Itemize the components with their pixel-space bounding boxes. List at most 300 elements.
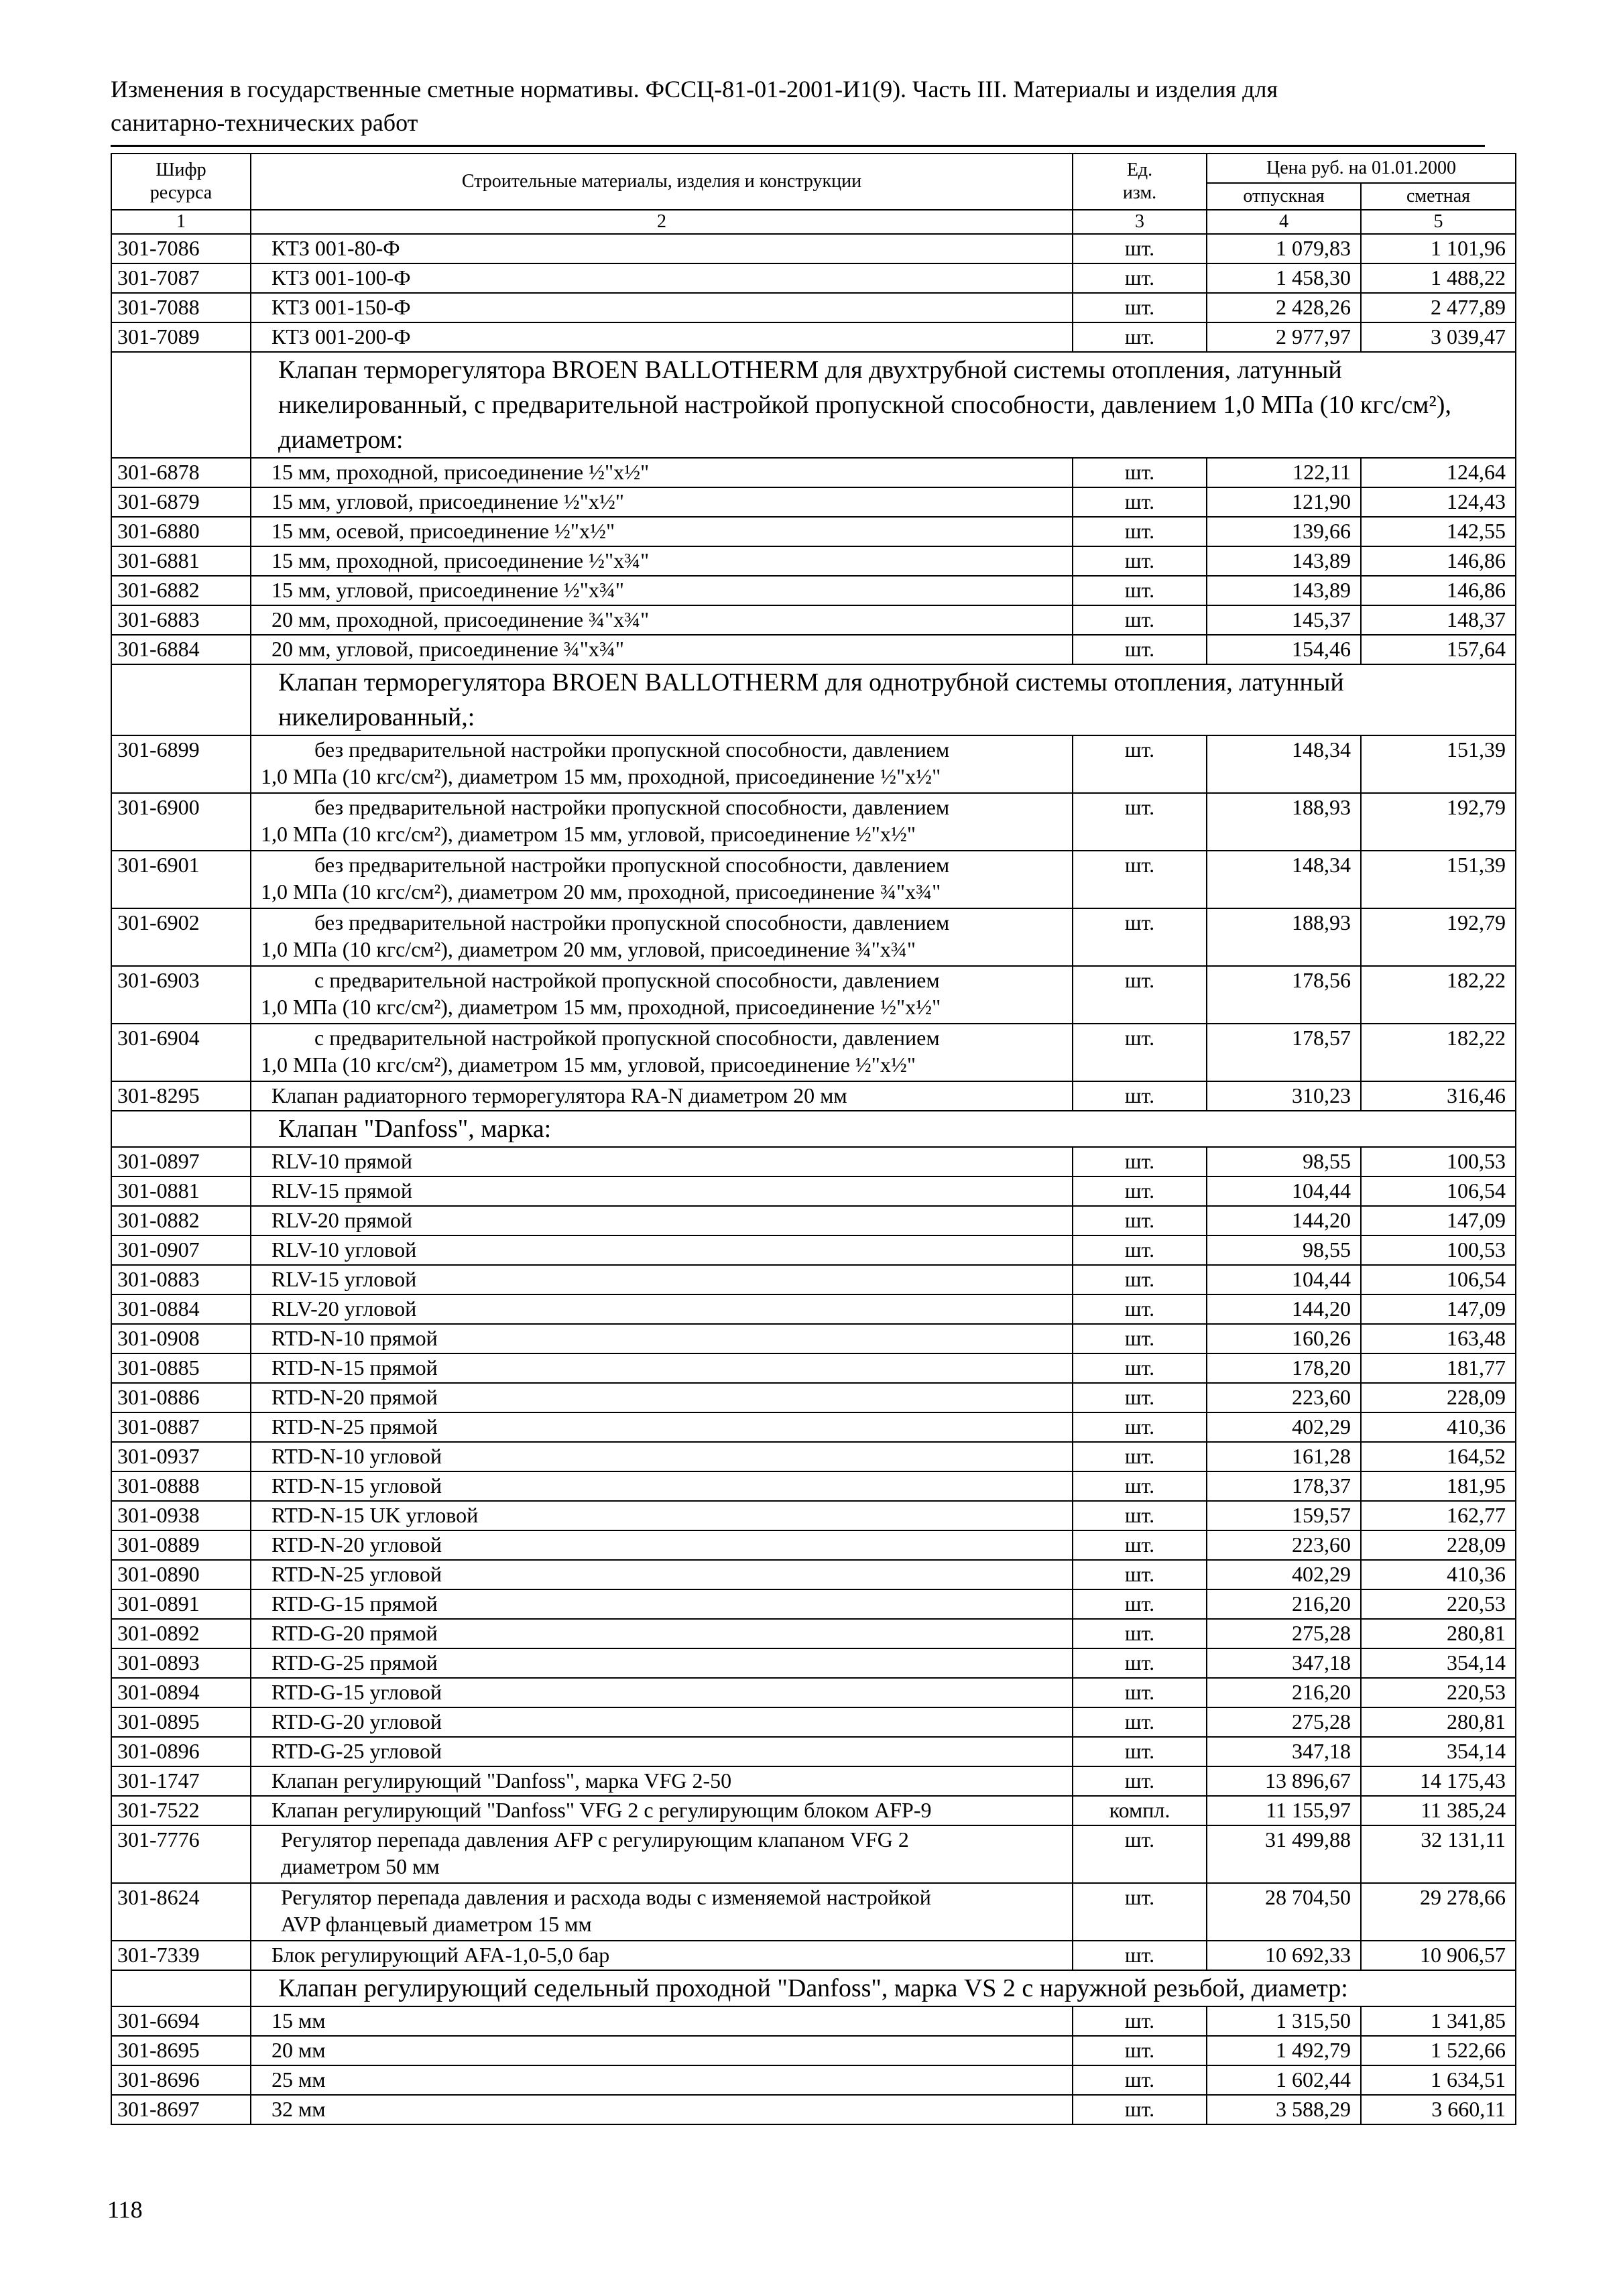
resource-code: 301-0886 [111,1383,251,1412]
item-name: 20 мм, угловой, присоединение ¾"х¾" [251,635,1073,664]
resource-code: 301-7086 [111,234,251,263]
resource-code: 301-8695 [111,2036,251,2065]
table-row [111,234,1516,263]
item-name-line-2: AVP фланцевый диаметром 15 мм [281,1912,592,1936]
table-row [111,1147,1516,1176]
release-price: 13 896,67 [1207,1766,1361,1796]
release-price: 310,23 [1207,1081,1361,1111]
item-name: RTD-G-25 угловой [251,1737,1073,1766]
release-price: 1 315,50 [1207,2006,1361,2036]
estimate-price: 1 101,96 [1361,234,1516,263]
item-name [251,735,1073,793]
item-name-line-2: диаметром 50 мм [281,1854,440,1878]
estimate-price: 1 522,66 [1361,2036,1516,2065]
unit: шт. [1073,1530,1207,1560]
item-name-line-2: 1,0 МПа (10 кгс/см²), диаметром 15 мм, угловой, присоединение ½"х½" [261,822,916,846]
estimate-price: 147,09 [1361,1206,1516,1235]
estimate-price: 354,14 [1361,1737,1516,1766]
item-name: RLV-10 угловой [251,1235,1073,1265]
item-name: КТЗ 001-100-Ф [251,263,1073,293]
release-price: 2 428,26 [1207,293,1361,322]
item-name: 15 мм [251,2006,1073,2036]
estimate-price: 410,36 [1361,1560,1516,1589]
item-name: RTD-N-15 UK угловой [251,1501,1073,1530]
release-price: 160,26 [1207,1324,1361,1353]
estimate-price: 181,95 [1361,1471,1516,1501]
item-name-line-2: 1,0 МПа (10 кгс/см²), диаметром 15 мм, проходной, присоединение ½"х½" [261,995,941,1019]
unit: шт. [1073,2006,1207,2036]
item-name: Клапан регулирующий "Danfoss" VFG 2 с регулирующим блоком AFP-9 [251,1796,1073,1825]
release-price: 3 588,29 [1207,2095,1361,2124]
release-price: 145,37 [1207,605,1361,635]
estimate-price: 151,39 [1361,735,1516,793]
item-name-line-1: без предварительной настройки пропускной способности, давлением [314,910,950,934]
item-name: RTD-G-15 прямой [251,1589,1073,1619]
estimate-price: 316,46 [1361,1081,1516,1111]
unit: шт. [1073,517,1207,546]
unit: шт. [1073,793,1207,851]
table-row [111,293,1516,322]
item-name: RTD-G-20 угловой [251,1707,1073,1737]
item-name: RLV-15 прямой [251,1176,1073,1206]
estimate-price: 192,79 [1361,908,1516,966]
resource-code-empty [111,1111,251,1147]
resource-code: 301-0895 [111,1707,251,1737]
table-row [111,1206,1516,1235]
item-name: КТЗ 001-150-Ф [251,293,1073,322]
item-name: 15 мм, осевой, присоединение ½"х½" [251,517,1073,546]
item-name: 15 мм, проходной, присоединение ½"х½" [251,458,1073,487]
unit: шт. [1073,1941,1207,1970]
resource-code: 301-7339 [111,1941,251,1970]
resource-code: 301-0892 [111,1619,251,1648]
unit: шт. [1073,1081,1207,1111]
resource-code: 301-6879 [111,487,251,517]
release-price: 275,28 [1207,1619,1361,1648]
resource-code: 301-0882 [111,1206,251,1235]
unit: компл. [1073,1796,1207,1825]
group-heading-row [111,1111,1516,1147]
header-description-cell: Строительные материалы, изделия и конструкции [251,154,1073,210]
release-price: 178,56 [1207,966,1361,1024]
resource-code: 301-6902 [111,908,251,966]
resource-code: 301-6694 [111,2006,251,2036]
estimate-price: 11 385,24 [1361,1796,1516,1825]
table-row [111,2006,1516,2036]
table-row [111,487,1516,517]
table-row [111,1471,1516,1501]
estimate-price: 1 634,51 [1361,2065,1516,2095]
item-name: RTD-N-10 угловой [251,1442,1073,1471]
estimate-price: 3 660,11 [1361,2095,1516,2124]
resource-code: 301-1747 [111,1766,251,1796]
table-row [111,322,1516,352]
unit: шт. [1073,2095,1207,2124]
estimate-price: 100,53 [1361,1235,1516,1265]
table-row [111,1560,1516,1589]
column-number: 2 [251,210,1073,234]
item-name: 32 мм [251,2095,1073,2124]
unit: шт. [1073,293,1207,322]
table-row [111,735,1516,793]
release-price: 1 602,44 [1207,2065,1361,2095]
table-row [111,1324,1516,1353]
item-name: КТЗ 001-80-Ф [251,234,1073,263]
estimate-price: 124,43 [1361,487,1516,517]
release-price: 2 977,97 [1207,322,1361,352]
unit: шт. [1073,322,1207,352]
table-row [111,458,1516,487]
release-price: 1 458,30 [1207,263,1361,293]
release-price: 216,20 [1207,1678,1361,1707]
item-name: 20 мм [251,2036,1073,2065]
release-price: 347,18 [1207,1737,1361,1766]
resource-code: 301-0881 [111,1176,251,1206]
table-row [111,546,1516,576]
column-number: 1 [111,210,251,234]
resource-code: 301-0907 [111,1235,251,1265]
release-price: 178,57 [1207,1024,1361,1081]
item-name-line-1: Регулятор перепада давления и расхода воды с изменяемой настройкой [281,1885,931,1909]
release-price: 223,60 [1207,1530,1361,1560]
release-price: 1 079,83 [1207,234,1361,263]
table-row [111,1383,1516,1412]
estimate-price: 124,64 [1361,458,1516,487]
item-name-line-2: 1,0 МПа (10 кгс/см²), диаметром 15 мм, проходной, присоединение ½"х½" [261,764,941,788]
group-heading: Клапан регулирующий седельный проходной "Danfoss", марка VS 2 с наружной резьбой, диаметр: [251,1970,1516,2006]
item-name [251,908,1073,966]
unit: шт. [1073,908,1207,966]
release-price: 148,34 [1207,851,1361,908]
table-row [111,1265,1516,1294]
estimate-price: 29 278,66 [1361,1883,1516,1941]
resource-code: 301-7088 [111,293,251,322]
release-price: 144,20 [1207,1294,1361,1324]
table-row [111,2036,1516,2065]
estimate-price: 192,79 [1361,793,1516,851]
table-row [111,1825,1516,1883]
resource-code: 301-6880 [111,517,251,546]
resource-code: 301-6884 [111,635,251,664]
table-row [111,1883,1516,1941]
release-price: 28 704,50 [1207,1883,1361,1941]
release-price: 148,34 [1207,735,1361,793]
resource-code-empty [111,1970,251,2006]
estimate-price: 106,54 [1361,1265,1516,1294]
header-unit-cell: Ед. изм. [1073,154,1207,210]
unit: шт. [1073,487,1207,517]
item-name: RLV-15 угловой [251,1265,1073,1294]
item-name: RTD-N-25 прямой [251,1412,1073,1442]
item-name: RTD-N-20 прямой [251,1383,1073,1412]
release-price: 161,28 [1207,1442,1361,1471]
unit: шт. [1073,1707,1207,1737]
table-row [111,1619,1516,1648]
item-name: 20 мм, проходной, присоединение ¾"х¾" [251,605,1073,635]
item-name: RTD-N-10 прямой [251,1324,1073,1353]
unit: шт. [1073,1294,1207,1324]
table-row [111,1737,1516,1766]
item-name: RLV-10 прямой [251,1147,1073,1176]
resource-code: 301-6883 [111,605,251,635]
resource-code: 301-6900 [111,793,251,851]
group-heading-row [111,664,1516,735]
estimate-price: 147,09 [1361,1294,1516,1324]
estimate-price: 142,55 [1361,517,1516,546]
resource-code: 301-6904 [111,1024,251,1081]
item-name: RTD-N-15 прямой [251,1353,1073,1383]
header-code-cell: Шифр ресурса [111,154,251,210]
group-heading-row [111,1970,1516,2006]
resource-code: 301-6899 [111,735,251,793]
unit: шт. [1073,605,1207,635]
resource-code: 301-0884 [111,1294,251,1324]
resource-code: 301-6881 [111,546,251,576]
unit: шт. [1073,1206,1207,1235]
item-name-line-1: без предварительной настройки пропускной способности, давлением [314,853,950,877]
item-name: КТЗ 001-200-Ф [251,322,1073,352]
unit: шт. [1073,1678,1207,1707]
unit: шт. [1073,1589,1207,1619]
unit: шт. [1073,1501,1207,1530]
table-row [111,1501,1516,1530]
unit: шт. [1073,1024,1207,1081]
estimate-price: 220,53 [1361,1589,1516,1619]
item-name-line-2: 1,0 МПа (10 кгс/см²), диаметром 20 мм, угловой, присоединение ¾"х¾" [261,937,916,961]
resource-code-empty [111,352,251,458]
unit: шт. [1073,1560,1207,1589]
item-name [251,1024,1073,1081]
resource-code: 301-0891 [111,1589,251,1619]
resource-code: 301-8624 [111,1883,251,1941]
item-name-line-1: без предварительной настройки пропускной способности, давлением [314,737,950,762]
unit: шт. [1073,263,1207,293]
table-header-row [111,154,1516,183]
table-row [111,1648,1516,1678]
unit: шт. [1073,1883,1207,1941]
table-row [111,2095,1516,2124]
estimate-price: 228,09 [1361,1530,1516,1560]
estimate-price: 182,22 [1361,1024,1516,1081]
item-name-line-2: 1,0 МПа (10 кгс/см²), диаметром 20 мм, проходной, присоединение ¾"х¾" [261,880,941,904]
release-price: 98,55 [1207,1147,1361,1176]
resource-code: 301-0885 [111,1353,251,1383]
table-row [111,1941,1516,1970]
unit: шт. [1073,1737,1207,1766]
unit: шт. [1073,635,1207,664]
item-name-line-1: Регулятор перепада давления AFP с регулирующим клапаном VFG 2 [281,1827,909,1852]
item-name [251,966,1073,1024]
resource-code: 301-0937 [111,1442,251,1471]
unit: шт. [1073,234,1207,263]
header-price-title-cell: Цена руб. на 01.01.2000 [1207,154,1516,183]
release-price: 143,89 [1207,576,1361,605]
item-name: RLV-20 угловой [251,1294,1073,1324]
header-release-price-cell: отпускная [1207,183,1361,210]
table-row [111,576,1516,605]
price-table [111,153,1516,2125]
resource-code: 301-0896 [111,1737,251,1766]
estimate-price: 162,77 [1361,1501,1516,1530]
header-line-2: санитарно-технических работ [111,109,418,136]
unit: шт. [1073,1412,1207,1442]
unit: шт. [1073,1766,1207,1796]
item-name: Клапан радиаторного терморегулятора RA-N диаметром 20 мм [251,1081,1073,1111]
table-row [111,1024,1516,1081]
item-name-line-1: с предварительной настройкой пропускной способности, давлением [314,1026,940,1050]
release-price: 402,29 [1207,1412,1361,1442]
resource-code: 301-6882 [111,576,251,605]
unit: шт. [1073,458,1207,487]
release-price: 154,46 [1207,635,1361,664]
page-number: 118 [107,2196,143,2223]
item-name [251,1825,1073,1883]
group-heading: Клапан терморегулятора BROEN BALLOTHERM для однотрубной системы отопления, латунный никелированный,: [251,664,1516,735]
release-price: 139,66 [1207,517,1361,546]
release-price: 188,93 [1207,908,1361,966]
header-estimate-price-cell: сметная [1361,183,1516,210]
table-row [111,1235,1516,1265]
unit: шт. [1073,1353,1207,1383]
resource-code: 301-0897 [111,1147,251,1176]
resource-code: 301-0890 [111,1560,251,1589]
table-row [111,1412,1516,1442]
resource-code: 301-0883 [111,1265,251,1294]
unit: шт. [1073,1235,1207,1265]
unit: шт. [1073,2065,1207,2095]
item-name-line-1: с предварительной настройкой пропускной способности, давлением [314,968,940,992]
resource-code: 301-6903 [111,966,251,1024]
resource-code-empty [111,664,251,735]
item-name: 15 мм, угловой, присоединение ½"х½" [251,487,1073,517]
table-row [111,1796,1516,1825]
item-name: RTD-G-25 прямой [251,1648,1073,1678]
unit: шт. [1073,851,1207,908]
estimate-price: 10 906,57 [1361,1941,1516,1970]
item-name [251,851,1073,908]
release-price: 31 499,88 [1207,1825,1361,1883]
estimate-price: 146,86 [1361,576,1516,605]
resource-code: 301-7087 [111,263,251,293]
estimate-price: 3 039,47 [1361,322,1516,352]
item-name: RTD-N-25 угловой [251,1560,1073,1589]
column-number: 5 [1361,210,1516,234]
item-name: RLV-20 прямой [251,1206,1073,1235]
resource-code: 301-0908 [111,1324,251,1353]
unit: шт. [1073,1147,1207,1176]
estimate-price: 228,09 [1361,1383,1516,1412]
group-heading-row [111,352,1516,458]
unit: шт. [1073,1619,1207,1648]
item-name [251,1883,1073,1941]
release-price: 11 155,97 [1207,1796,1361,1825]
header-line-1: Изменения в государственные сметные нормативы. ФССЦ-81-01-2001-И1(9). Часть III. Материалы и изделия для [111,76,1278,103]
item-name: RTD-G-15 угловой [251,1678,1073,1707]
release-price: 188,93 [1207,793,1361,851]
table-row [111,851,1516,908]
item-name: RTD-G-20 прямой [251,1619,1073,1648]
estimate-price: 220,53 [1361,1678,1516,1707]
item-name: RTD-N-15 угловой [251,1471,1073,1501]
resource-code: 301-0888 [111,1471,251,1501]
estimate-price: 280,81 [1361,1619,1516,1648]
item-name: Клапан регулирующий "Danfoss", марка VFG 2-50 [251,1766,1073,1796]
table-row [111,908,1516,966]
estimate-price: 354,14 [1361,1648,1516,1678]
table-row [111,263,1516,293]
table-row [111,1766,1516,1796]
release-price: 223,60 [1207,1383,1361,1412]
item-name: 15 мм, проходной, присоединение ½"х¾" [251,546,1073,576]
release-price: 98,55 [1207,1235,1361,1265]
item-name: Блок регулирующий AFA-1,0-5,0 бар [251,1941,1073,1970]
release-price: 104,44 [1207,1176,1361,1206]
resource-code: 301-0894 [111,1678,251,1707]
table-row [111,517,1516,546]
estimate-price: 182,22 [1361,966,1516,1024]
item-name-line-1: без предварительной настройки пропускной способности, давлением [314,795,950,819]
resource-code: 301-0889 [111,1530,251,1560]
resource-code: 301-7522 [111,1796,251,1825]
resource-code: 301-7776 [111,1825,251,1883]
document-header [111,72,1485,147]
estimate-price: 410,36 [1361,1412,1516,1442]
release-price: 1 492,79 [1207,2036,1361,2065]
resource-code: 301-6878 [111,458,251,487]
estimate-price: 151,39 [1361,851,1516,908]
release-price: 104,44 [1207,1265,1361,1294]
release-price: 216,20 [1207,1589,1361,1619]
group-heading: Клапан "Danfoss", марка: [251,1111,1516,1147]
release-price: 402,29 [1207,1560,1361,1589]
unit: шт. [1073,1442,1207,1471]
release-price: 275,28 [1207,1707,1361,1737]
resource-code: 301-0887 [111,1412,251,1442]
item-name-line-2: 1,0 МПа (10 кгс/см²), диаметром 15 мм, угловой, присоединение ½"х½" [261,1052,916,1077]
table-row [111,1081,1516,1111]
estimate-price: 100,53 [1361,1147,1516,1176]
estimate-price: 181,77 [1361,1353,1516,1383]
resource-code: 301-8295 [111,1081,251,1111]
estimate-price: 106,54 [1361,1176,1516,1206]
column-number: 3 [1073,210,1207,234]
unit: шт. [1073,576,1207,605]
resource-code: 301-7089 [111,322,251,352]
release-price: 347,18 [1207,1648,1361,1678]
release-price: 159,57 [1207,1501,1361,1530]
release-price: 121,90 [1207,487,1361,517]
column-numbers-row [111,210,1516,234]
unit: шт. [1073,966,1207,1024]
release-price: 178,37 [1207,1471,1361,1501]
estimate-price: 1 488,22 [1361,263,1516,293]
item-name: RTD-N-20 угловой [251,1530,1073,1560]
release-price: 10 692,33 [1207,1941,1361,1970]
table-row [111,1353,1516,1383]
estimate-price: 1 341,85 [1361,2006,1516,2036]
estimate-price: 163,48 [1361,1324,1516,1353]
unit: шт. [1073,735,1207,793]
unit: шт. [1073,2036,1207,2065]
table-row [111,1294,1516,1324]
estimate-price: 2 477,89 [1361,293,1516,322]
estimate-price: 164,52 [1361,1442,1516,1471]
estimate-price: 280,81 [1361,1707,1516,1737]
table-row [111,1589,1516,1619]
table-row [111,793,1516,851]
resource-code: 301-8696 [111,2065,251,2095]
table-row [111,1176,1516,1206]
